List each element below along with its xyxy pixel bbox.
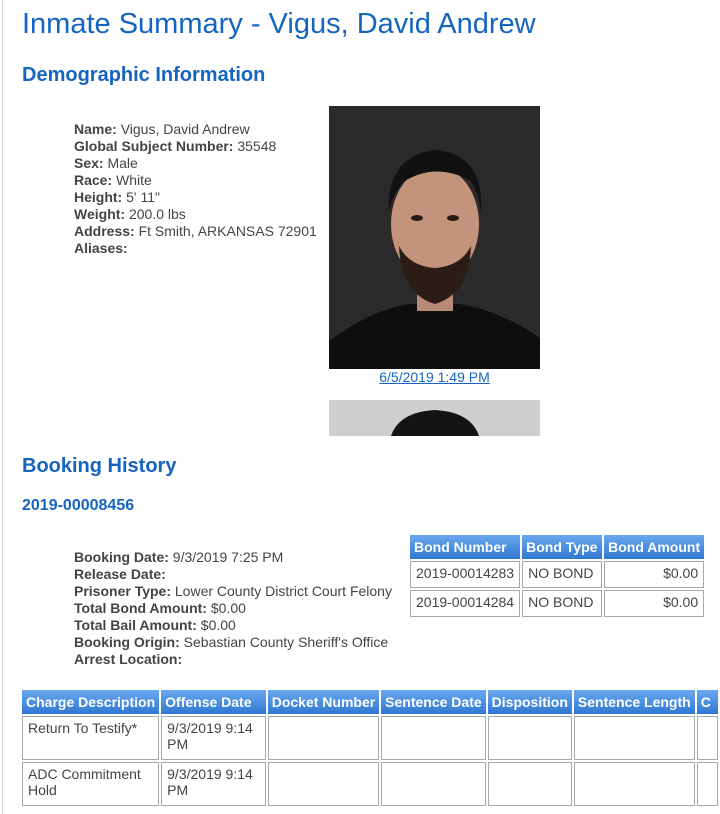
secondary-photo[interactable]	[329, 400, 540, 436]
bond-type-cell: NO BOND	[522, 561, 602, 588]
sentence-date-cell	[381, 762, 485, 806]
secondary-photo-image	[329, 400, 540, 436]
table-row	[22, 716, 718, 760]
demographics-heading: Demographic Information	[22, 64, 266, 86]
bond-number-cell: 2019-00014283	[410, 561, 520, 588]
mugshot-image	[329, 106, 540, 369]
col-docket-number[interactable]: Docket Number	[268, 690, 379, 714]
disposition-cell	[488, 762, 572, 806]
charge-table-header	[22, 690, 718, 714]
booking-history-heading: Booking History	[22, 455, 177, 477]
docket-number-cell	[268, 716, 379, 760]
col-bond-number[interactable]: Bond Number	[410, 535, 520, 559]
table-row	[22, 762, 718, 806]
field-weight: Weight: 200.0 lbs	[74, 206, 186, 222]
sentence-length-cell	[574, 716, 695, 760]
bond-table	[408, 533, 706, 619]
field-name: Name: Vigus, David Andrew	[74, 121, 250, 137]
field-prisoner-type: Prisoner Type: Lower County District Court Felony	[74, 583, 392, 599]
col-charge-description[interactable]: Charge Description	[22, 690, 159, 714]
col-sentence-date[interactable]: Sentence Date	[381, 690, 485, 714]
demographics-info	[74, 121, 317, 257]
booking-info	[74, 549, 392, 668]
charge-description-cell: ADC Commitment Hold	[22, 762, 159, 806]
bond-number-cell: 2019-00014284	[410, 590, 520, 617]
page-border	[2, 0, 3, 814]
sentence-date-cell	[381, 716, 485, 760]
sentence-length-cell	[574, 762, 695, 806]
offense-date-cell: 9/3/2019 9:14 PM	[161, 762, 266, 806]
col-offense-date[interactable]: Offense Date	[161, 690, 266, 714]
bond-amount-cell: $0.00	[604, 561, 704, 588]
field-global-subject-number: Global Subject Number: 35548	[74, 138, 277, 154]
field-booking-date: Booking Date: 9/3/2019 7:25 PM	[74, 549, 284, 565]
field-total-bail-amount: Total Bail Amount: $0.00	[74, 617, 236, 633]
col-sentence-length[interactable]: Sentence Length	[574, 690, 695, 714]
bond-table-header	[410, 535, 704, 559]
charge-description-cell: Return To Testify*	[22, 716, 159, 760]
page-title: Inmate Summary - Vigus, David Andrew	[22, 8, 536, 40]
disposition-cell	[488, 716, 572, 760]
field-sex: Sex: Male	[74, 155, 138, 171]
col-disposition[interactable]: Disposition	[488, 690, 572, 714]
bond-amount-cell: $0.00	[604, 590, 704, 617]
table-row	[410, 590, 704, 617]
field-arrest-location: Arrest Location:	[74, 651, 183, 667]
docket-number-cell	[268, 762, 379, 806]
field-address: Address: Ft Smith, ARKANSAS 72901	[74, 223, 317, 239]
bond-type-cell: NO BOND	[522, 590, 602, 617]
field-booking-origin: Booking Origin: Sebastian County Sheriff's Office	[74, 634, 389, 650]
col-bond-amount[interactable]: Bond Amount	[604, 535, 704, 559]
field-release-date: Release Date:	[74, 566, 166, 582]
field-height: Height: 5' 11"	[74, 189, 160, 205]
field-total-bond-amount: Total Bond Amount: $0.00	[74, 600, 246, 616]
field-aliases: Aliases:	[74, 240, 128, 256]
offense-date-cell: 9/3/2019 9:14 PM	[161, 716, 266, 760]
col-bond-type[interactable]: Bond Type	[522, 535, 602, 559]
truncated-cell	[697, 762, 718, 806]
field-race: Race: White	[74, 172, 152, 188]
table-row	[410, 561, 704, 588]
truncated-cell	[697, 716, 718, 760]
mugshot-photo[interactable]	[329, 106, 540, 369]
col-truncated[interactable]: C	[697, 690, 718, 714]
charge-table	[20, 688, 720, 808]
photo-date-link[interactable]: 6/5/2019 1:49 PM	[379, 369, 490, 385]
booking-number: 2019-00008456	[22, 497, 135, 514]
